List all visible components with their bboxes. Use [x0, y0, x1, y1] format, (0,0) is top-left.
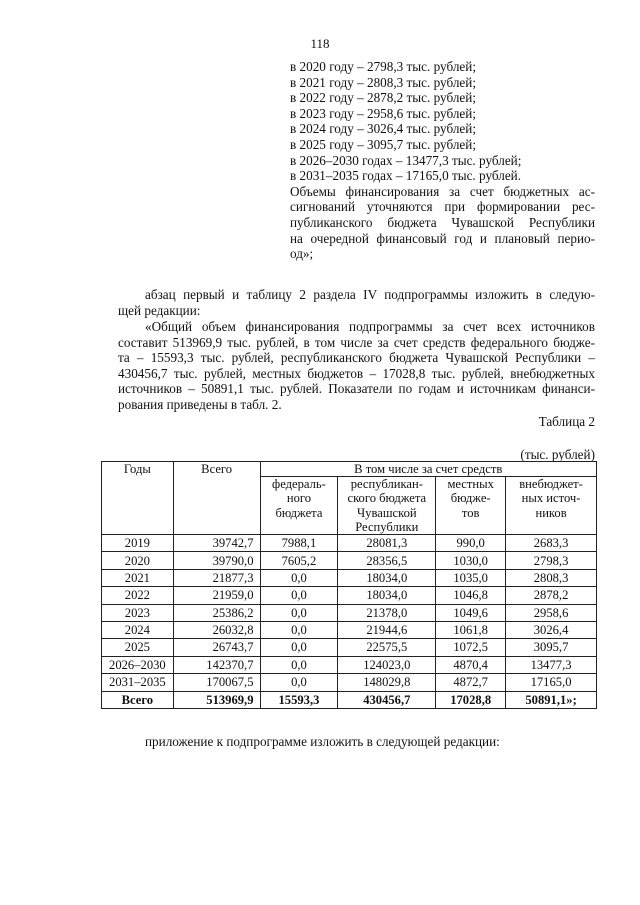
cell-total: 25386,2	[173, 604, 260, 621]
funding-line: в 2023 году – 2958,6 тыс. рублей;	[290, 105, 476, 121]
table-row	[102, 569, 597, 586]
header-republican-line: ского бюджета	[347, 491, 427, 506]
funding-note-line: публиканского бюджета Чувашской Республики	[290, 214, 595, 230]
table-row	[102, 621, 597, 638]
funding-years-block	[290, 59, 595, 262]
cell-republican: 21944,6	[338, 621, 436, 638]
table-row	[102, 639, 597, 656]
financing-table	[101, 461, 597, 709]
cell-extra: 13477,3	[506, 656, 597, 673]
cell-republican: 21378,0	[338, 604, 436, 621]
quote-line: «Общий объем финансирования подпрограммы за счет всех источников	[145, 319, 595, 334]
cell-year: 2019	[102, 535, 174, 552]
cell-year: 2021	[102, 569, 174, 586]
cell-extra: 2683,3	[506, 535, 597, 552]
cell-federal: 0,0	[260, 587, 338, 604]
cell-federal: 0,0	[260, 621, 338, 638]
cell-federal: 0,0	[260, 656, 338, 673]
cell-local: 1061,8	[436, 621, 506, 638]
cell-year: 2025	[102, 639, 174, 656]
instruction-line: абзац первый и таблицу 2 раздела IV подпрограммы изложить в следую-	[145, 287, 595, 302]
cell-total: 21959,0	[173, 587, 260, 604]
quote-paragraph	[118, 319, 595, 413]
cell-year: 2026–2030	[102, 656, 174, 673]
quote-line: составит 513969,9 тыс. рублей, в том числе за счет средств федерального бюдже-	[118, 334, 595, 350]
cell-year: 2020	[102, 552, 174, 569]
header-republican-line: Республики	[355, 519, 419, 534]
cell-federal: 0,0	[260, 639, 338, 656]
cell-extra: 3026,4	[506, 621, 597, 638]
cell-year: 2031–2035	[102, 674, 174, 691]
cell-total: 142370,7	[173, 656, 260, 673]
cell-republican: 18034,0	[338, 569, 436, 586]
funding-line: в 2022 году – 2878,2 тыс. рублей;	[290, 90, 476, 106]
cell-extra: 50891,1»;	[506, 691, 597, 708]
funding-note-line: Объемы финансирования за счет бюджетных ас-	[290, 183, 595, 199]
cell-year: 2022	[102, 587, 174, 604]
cell-extra: 2798,3	[506, 552, 597, 569]
cell-total: 513969,9	[173, 691, 260, 708]
cell-republican: 28081,3	[338, 535, 436, 552]
header-federal-line: федераль-	[272, 477, 326, 492]
instruction-paragraph	[118, 287, 595, 318]
funding-line: в 2025 году – 3095,7 тыс. рублей;	[290, 136, 476, 152]
cell-total-label: Всего	[102, 691, 174, 708]
cell-republican: 430456,7	[338, 691, 436, 708]
cell-total: 21877,3	[173, 569, 260, 586]
header-extra-line: внебюджет-	[519, 477, 583, 492]
cell-local: 4872,7	[436, 674, 506, 691]
cell-federal: 7988,1	[260, 535, 338, 552]
funding-note-line: од»;	[290, 246, 314, 262]
table-row	[102, 535, 597, 552]
table-row	[102, 587, 597, 604]
header-local-line: бюдже-	[450, 491, 491, 506]
cell-federal: 15593,3	[260, 691, 338, 708]
header-total: Всего	[173, 462, 260, 535]
header-republican-line: Чувашской	[356, 505, 417, 520]
cell-republican: 124023,0	[338, 656, 436, 673]
funding-note-line: сигнований уточняются при формировании рес-	[290, 199, 595, 215]
header-federal	[260, 477, 338, 535]
cell-total: 39790,0	[173, 552, 260, 569]
cell-local: 1035,0	[436, 569, 506, 586]
cell-total: 26032,8	[173, 621, 260, 638]
cell-local: 1072,5	[436, 639, 506, 656]
header-years: Годы	[102, 462, 174, 535]
funding-line: в 2020 году – 2798,3 тыс. рублей;	[290, 59, 476, 74]
cell-extra: 2958,6	[506, 604, 597, 621]
header-extra-line: ников	[535, 505, 567, 520]
funding-line: в 2026–2030 годах – 13477,3 тыс. рублей;	[290, 152, 522, 168]
cell-year: 2023	[102, 604, 174, 621]
cell-total: 170067,5	[173, 674, 260, 691]
cell-total: 26743,7	[173, 639, 260, 656]
cell-total: 39742,7	[173, 535, 260, 552]
quote-line: 430456,7 тыс. рублей, местных бюджетов – 17028,8 тыс. рублей, внебюджетных	[118, 365, 595, 381]
table-total-row	[102, 691, 597, 708]
cell-federal: 0,0	[260, 569, 338, 586]
table-row	[102, 604, 597, 621]
cell-federal: 7605,2	[260, 552, 338, 569]
cell-year: 2024	[102, 621, 174, 638]
cell-local: 17028,8	[436, 691, 506, 708]
cell-federal: 0,0	[260, 674, 338, 691]
cell-local: 1049,6	[436, 604, 506, 621]
cell-extra: 3095,7	[506, 639, 597, 656]
funding-line: в 2024 году – 3026,4 тыс. рублей;	[290, 121, 476, 137]
cell-republican: 148029,8	[338, 674, 436, 691]
funding-line: в 2021 году – 2808,3 тыс. рублей;	[290, 74, 476, 90]
quote-line: та – 15593,3 тыс. рублей, республиканского бюджета Чувашской Республики –	[118, 350, 595, 366]
header-local	[436, 477, 506, 535]
instruction-line: щей редакции:	[118, 302, 201, 318]
cell-republican: 28356,5	[338, 552, 436, 569]
cell-extra: 17165,0	[506, 674, 597, 691]
appendix-instruction: приложение к подпрограмме изложить в следующей редакции:	[145, 734, 500, 749]
header-republican-line: республикан-	[350, 477, 423, 492]
table-row	[102, 552, 597, 569]
cell-local: 1046,8	[436, 587, 506, 604]
table-units: (тыс. рублей)	[520, 447, 595, 462]
cell-local: 990,0	[436, 535, 506, 552]
header-group: В том числе за счет средств	[260, 462, 597, 477]
table-label: Таблица 2	[538, 414, 595, 429]
header-federal-line: бюджета	[275, 505, 323, 520]
cell-extra: 2808,3	[506, 569, 597, 586]
funding-line: в 2031–2035 годах – 17165,0 тыс. рублей.	[290, 168, 522, 184]
funding-note-line: на очередной финансовый год и плановый перио-	[290, 230, 595, 246]
cell-local: 4870,4	[436, 656, 506, 673]
cell-republican: 22575,5	[338, 639, 436, 656]
header-local-line: тов	[461, 505, 480, 520]
page-number: 118	[310, 36, 330, 51]
cell-extra: 2878,2	[506, 587, 597, 604]
cell-republican: 18034,0	[338, 587, 436, 604]
header-republican	[338, 477, 436, 535]
header-local-line: местных	[447, 477, 494, 492]
table-row	[102, 656, 597, 673]
cell-local: 1030,0	[436, 552, 506, 569]
cell-federal: 0,0	[260, 604, 338, 621]
header-federal-line: ного	[286, 491, 312, 506]
table-row	[102, 674, 597, 691]
quote-line: рования приведены в табл. 2.	[118, 396, 282, 412]
quote-line: источников – 50891,1 тыс. рублей. Показатели по годам и источникам финанси-	[118, 381, 595, 397]
header-extra-line: ных источ-	[521, 491, 581, 506]
header-extra	[506, 477, 597, 535]
